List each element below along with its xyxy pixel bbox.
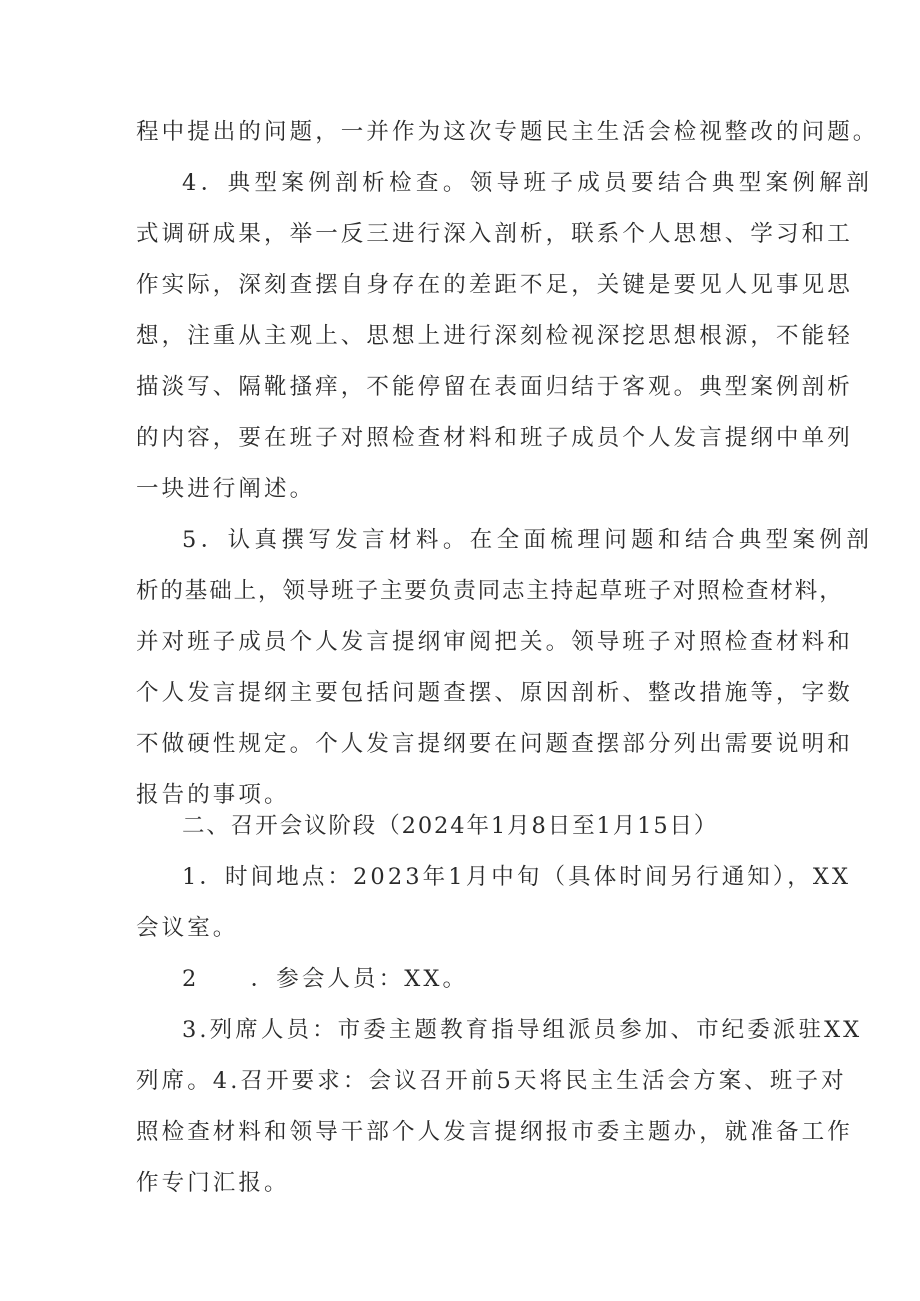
text-line: 2 ．参会人员：XX。 — [182, 966, 469, 992]
text-line: 个人发言提纲主要包括问题查摆、原因剖析、整改措施等，字数 — [136, 680, 853, 706]
text-line: 列席。4.召开要求：会议召开前5天将民主生活会方案、班子对 — [136, 1068, 847, 1094]
section-heading: 二、召开会议阶段（2024年1月8日至1月15日） — [182, 813, 719, 839]
text-line: 5．认真撰写发言材料。在全面梳理问题和结合典型案例剖 — [182, 527, 874, 553]
text-line: 想，注重从主观上、思想上进行深刻检视深挖思想根源，不能轻 — [136, 323, 853, 349]
text-line: 并对班子成员个人发言提纲审阅把关。领导班子对照检查材料和 — [136, 629, 853, 655]
text-line: 会议室。 — [136, 915, 239, 941]
text-line: 照检查材料和领导干部个人发言提纲报市委主题办，就准备工作 — [136, 1119, 853, 1145]
text-line: 1．时间地点：2023年1月中旬（具体时间另行通知），XX — [182, 864, 852, 890]
text-line: 一块进行阐述。 — [136, 476, 316, 502]
text-line: 3.列席人员：市委主题教育指导组派员参加、市纪委派驻XX — [182, 1017, 863, 1043]
text-line: 析的基础上，领导班子主要负责同志主持起草班子对照检查材料， — [136, 578, 844, 604]
text-line: 4．典型案例剖析检查。领导班子成员要结合典型案例解剖 — [182, 170, 874, 196]
text-line: 式调研成果，举一反三进行深入剖析，联系个人思想、学习和工 — [136, 221, 853, 247]
text-line: 不做硬性规定。个人发言提纲要在问题查摆部分列出需要说明和 — [136, 731, 853, 757]
text-line: 作专门汇报。 — [136, 1170, 290, 1196]
text-line: 作实际，深刻查摆自身存在的差距不足，关键是要见人见事见思 — [136, 272, 853, 298]
text-line: 报告的事项。 — [136, 782, 290, 808]
text-line: 的内容，要在班子对照检查材料和班子成员个人发言提纲中单列 — [136, 425, 853, 451]
text-line: 描淡写、隔靴搔痒，不能停留在表面归结于客观。典型案例剖析 — [136, 374, 853, 400]
text-line: 程中提出的问题，一并作为这次专题民主生活会检视整改的问题。 — [136, 119, 879, 145]
